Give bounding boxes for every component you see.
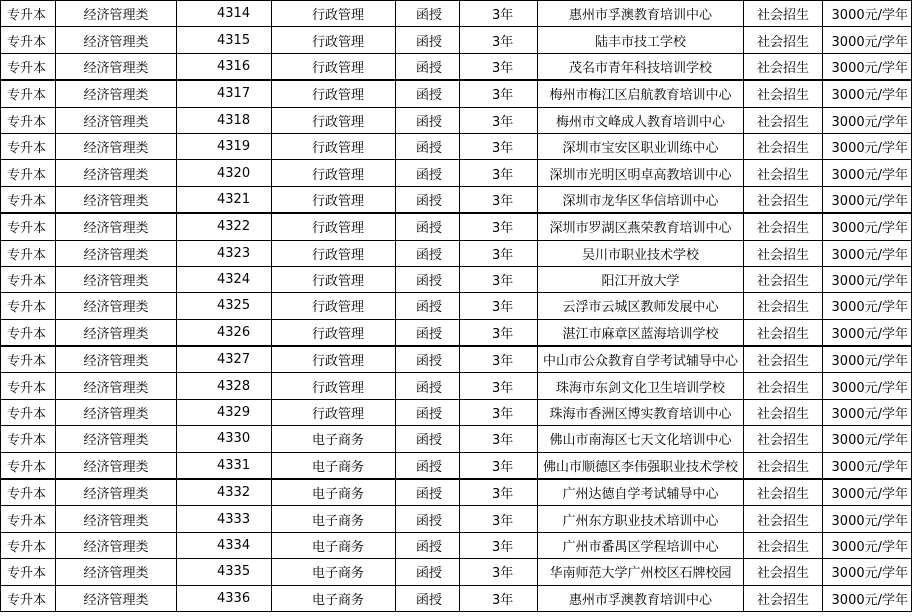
cell-category: 经济管理类 — [56, 426, 177, 452]
cell-major: 电子商务 — [272, 532, 396, 558]
cell-major: 行政管理 — [272, 319, 396, 346]
cell-level: 专升本 — [1, 559, 56, 585]
cell-level: 专升本 — [1, 80, 56, 107]
cell-major: 行政管理 — [272, 213, 396, 240]
cell-years: 3年 — [460, 1, 538, 27]
table-row — [1, 80, 912, 107]
cell-center: 吴川市职业技术学校 — [538, 240, 744, 266]
cell-center: 梅州市梅江区启航教育培训中心 — [538, 80, 744, 107]
cell-level: 专升本 — [1, 452, 56, 479]
table-row — [1, 240, 912, 266]
cell-years: 3年 — [460, 293, 538, 319]
cell-code: 4325 — [177, 293, 272, 319]
cell-level: 专升本 — [1, 160, 56, 186]
cell-years: 3年 — [460, 559, 538, 585]
cell-enrollment: 社会招生 — [744, 266, 823, 292]
cell-enrollment: 社会招生 — [744, 53, 823, 80]
cell-years: 3年 — [460, 532, 538, 558]
cell-mode: 函授 — [396, 80, 460, 107]
cell-code: 4334 — [177, 532, 272, 558]
cell-mode: 函授 — [396, 1, 460, 27]
cell-major: 行政管理 — [272, 373, 396, 399]
cell-mode: 函授 — [396, 479, 460, 506]
cell-category: 经济管理类 — [56, 346, 177, 373]
cell-code: 4316 — [177, 53, 272, 80]
table-row — [1, 585, 912, 611]
cell-level: 专升本 — [1, 319, 56, 346]
cell-enrollment: 社会招生 — [744, 399, 823, 425]
cell-enrollment: 社会招生 — [744, 240, 823, 266]
cell-enrollment: 社会招生 — [744, 107, 823, 133]
table-row — [1, 532, 912, 558]
cell-fee: 3000元/学年 — [823, 186, 912, 213]
cell-years: 3年 — [460, 479, 538, 506]
cell-code: 4320 — [177, 160, 272, 186]
cell-fee: 3000元/学年 — [823, 80, 912, 107]
cell-center: 华南师范大学广州校区石牌校园 — [538, 559, 744, 585]
cell-category: 经济管理类 — [56, 506, 177, 532]
cell-code: 4336 — [177, 585, 272, 611]
cell-code: 4321 — [177, 186, 272, 213]
cell-years: 3年 — [460, 186, 538, 213]
cell-major: 电子商务 — [272, 452, 396, 479]
cell-level: 专升本 — [1, 107, 56, 133]
cell-center: 阳江开放大学 — [538, 266, 744, 292]
cell-center: 陆丰市技工学校 — [538, 27, 744, 53]
cell-level: 专升本 — [1, 53, 56, 80]
cell-mode: 函授 — [396, 266, 460, 292]
cell-category: 经济管理类 — [56, 27, 177, 53]
cell-major: 行政管理 — [272, 53, 396, 80]
cell-mode: 函授 — [396, 559, 460, 585]
cell-code: 4329 — [177, 399, 272, 425]
cell-enrollment: 社会招生 — [744, 585, 823, 611]
cell-major: 电子商务 — [272, 585, 396, 611]
cell-mode: 函授 — [396, 186, 460, 213]
cell-major: 电子商务 — [272, 506, 396, 532]
cell-mode: 函授 — [396, 53, 460, 80]
cell-center: 广州市番禺区学程培训中心 — [538, 532, 744, 558]
cell-mode: 函授 — [396, 213, 460, 240]
cell-major: 行政管理 — [272, 80, 396, 107]
cell-code: 4327 — [177, 346, 272, 373]
cell-center: 深圳市宝安区职业训练中心 — [538, 133, 744, 159]
cell-center: 深圳市龙华区华信培训中心 — [538, 186, 744, 213]
cell-years: 3年 — [460, 53, 538, 80]
cell-fee: 3000元/学年 — [823, 213, 912, 240]
cell-major: 行政管理 — [272, 266, 396, 292]
cell-enrollment: 社会招生 — [744, 27, 823, 53]
cell-years: 3年 — [460, 346, 538, 373]
cell-code: 4333 — [177, 506, 272, 532]
cell-fee: 3000元/学年 — [823, 479, 912, 506]
cell-major: 行政管理 — [272, 346, 396, 373]
table-row — [1, 27, 912, 53]
cell-years: 3年 — [460, 107, 538, 133]
cell-center: 佛山市顺德区李伟强职业技术学校 — [538, 452, 744, 479]
cell-major: 行政管理 — [272, 27, 396, 53]
cell-level: 专升本 — [1, 479, 56, 506]
cell-enrollment: 社会招生 — [744, 1, 823, 27]
cell-fee: 3000元/学年 — [823, 399, 912, 425]
cell-code: 4315 — [177, 27, 272, 53]
cell-center: 中山市公众教育自学考试辅导中心 — [538, 346, 744, 373]
cell-level: 专升本 — [1, 186, 56, 213]
cell-major: 电子商务 — [272, 426, 396, 452]
cell-fee: 3000元/学年 — [823, 452, 912, 479]
cell-major: 行政管理 — [272, 293, 396, 319]
cell-category: 经济管理类 — [56, 160, 177, 186]
cell-code: 4314 — [177, 1, 272, 27]
cell-code: 4328 — [177, 373, 272, 399]
cell-fee: 3000元/学年 — [823, 240, 912, 266]
cell-major: 行政管理 — [272, 1, 396, 27]
cell-category: 经济管理类 — [56, 293, 177, 319]
cell-enrollment: 社会招生 — [744, 532, 823, 558]
cell-fee: 3000元/学年 — [823, 266, 912, 292]
table-row — [1, 479, 912, 506]
cell-center: 广州达德自学考试辅导中心 — [538, 479, 744, 506]
cell-mode: 函授 — [396, 293, 460, 319]
cell-enrollment: 社会招生 — [744, 559, 823, 585]
cell-mode: 函授 — [396, 532, 460, 558]
cell-fee: 3000元/学年 — [823, 319, 912, 346]
cell-category: 经济管理类 — [56, 107, 177, 133]
cell-center: 深圳市光明区明卓高教培训中心 — [538, 160, 744, 186]
cell-category: 经济管理类 — [56, 240, 177, 266]
cell-mode: 函授 — [396, 160, 460, 186]
cell-enrollment: 社会招生 — [744, 346, 823, 373]
cell-years: 3年 — [460, 506, 538, 532]
cell-years: 3年 — [460, 426, 538, 452]
cell-fee: 3000元/学年 — [823, 426, 912, 452]
cell-code: 4330 — [177, 426, 272, 452]
table-row — [1, 373, 912, 399]
cell-mode: 函授 — [396, 452, 460, 479]
cell-major: 行政管理 — [272, 160, 396, 186]
table-row — [1, 266, 912, 292]
cell-enrollment: 社会招生 — [744, 160, 823, 186]
cell-years: 3年 — [460, 373, 538, 399]
cell-mode: 函授 — [396, 27, 460, 53]
cell-fee: 3000元/学年 — [823, 559, 912, 585]
cell-major: 电子商务 — [272, 559, 396, 585]
cell-level: 专升本 — [1, 585, 56, 611]
cell-years: 3年 — [460, 240, 538, 266]
cell-major: 电子商务 — [272, 479, 396, 506]
cell-major: 行政管理 — [272, 107, 396, 133]
cell-level: 专升本 — [1, 506, 56, 532]
table-row — [1, 133, 912, 159]
cell-level: 专升本 — [1, 373, 56, 399]
table-row — [1, 293, 912, 319]
table-row — [1, 186, 912, 213]
cell-years: 3年 — [460, 266, 538, 292]
cell-mode: 函授 — [396, 426, 460, 452]
cell-years: 3年 — [460, 213, 538, 240]
cell-category: 经济管理类 — [56, 319, 177, 346]
table-body — [1, 1, 912, 612]
cell-center: 湛江市麻章区蓝海培训学校 — [538, 319, 744, 346]
cell-category: 经济管理类 — [56, 1, 177, 27]
cell-level: 专升本 — [1, 399, 56, 425]
cell-mode: 函授 — [396, 373, 460, 399]
cell-enrollment: 社会招生 — [744, 133, 823, 159]
cell-enrollment: 社会招生 — [744, 80, 823, 107]
cell-center: 云浮市云城区教师发展中心 — [538, 293, 744, 319]
table-row — [1, 1, 912, 27]
cell-mode: 函授 — [396, 346, 460, 373]
table-row — [1, 107, 912, 133]
cell-fee: 3000元/学年 — [823, 346, 912, 373]
cell-years: 3年 — [460, 399, 538, 425]
cell-fee: 3000元/学年 — [823, 27, 912, 53]
cell-enrollment: 社会招生 — [744, 506, 823, 532]
cell-fee: 3000元/学年 — [823, 107, 912, 133]
cell-level: 专升本 — [1, 240, 56, 266]
cell-category: 经济管理类 — [56, 452, 177, 479]
cell-fee: 3000元/学年 — [823, 506, 912, 532]
cell-major: 行政管理 — [272, 186, 396, 213]
cell-code: 4324 — [177, 266, 272, 292]
cell-years: 3年 — [460, 27, 538, 53]
cell-level: 专升本 — [1, 133, 56, 159]
table-row — [1, 426, 912, 452]
cell-enrollment: 社会招生 — [744, 213, 823, 240]
cell-center: 惠州市孚澳教育培训中心 — [538, 1, 744, 27]
cell-years: 3年 — [460, 160, 538, 186]
cell-fee: 3000元/学年 — [823, 160, 912, 186]
cell-category: 经济管理类 — [56, 399, 177, 425]
cell-category: 经济管理类 — [56, 373, 177, 399]
cell-level: 专升本 — [1, 532, 56, 558]
cell-major: 行政管理 — [272, 133, 396, 159]
cell-level: 专升本 — [1, 426, 56, 452]
cell-category: 经济管理类 — [56, 266, 177, 292]
cell-fee: 3000元/学年 — [823, 293, 912, 319]
cell-mode: 函授 — [396, 240, 460, 266]
cell-center: 深圳市罗湖区燕荣教育培训中心 — [538, 213, 744, 240]
cell-center: 惠州市孚澳教育培训中心 — [538, 585, 744, 611]
cell-years: 3年 — [460, 80, 538, 107]
cell-code: 4335 — [177, 559, 272, 585]
cell-years: 3年 — [460, 133, 538, 159]
cell-fee: 3000元/学年 — [823, 532, 912, 558]
cell-level: 专升本 — [1, 293, 56, 319]
cell-major: 行政管理 — [272, 240, 396, 266]
cell-level: 专升本 — [1, 27, 56, 53]
cell-years: 3年 — [460, 319, 538, 346]
cell-enrollment: 社会招生 — [744, 452, 823, 479]
cell-enrollment: 社会招生 — [744, 426, 823, 452]
cell-years: 3年 — [460, 585, 538, 611]
cell-enrollment: 社会招生 — [744, 479, 823, 506]
cell-fee: 3000元/学年 — [823, 133, 912, 159]
cell-category: 经济管理类 — [56, 479, 177, 506]
cell-code: 4317 — [177, 80, 272, 107]
cell-fee: 3000元/学年 — [823, 53, 912, 80]
table-row — [1, 452, 912, 479]
table-row — [1, 160, 912, 186]
cell-code: 4331 — [177, 452, 272, 479]
cell-center: 茂名市青年科技培训学校 — [538, 53, 744, 80]
cell-fee: 3000元/学年 — [823, 373, 912, 399]
cell-category: 经济管理类 — [56, 186, 177, 213]
cell-code: 4326 — [177, 319, 272, 346]
cell-fee: 3000元/学年 — [823, 1, 912, 27]
cell-category: 经济管理类 — [56, 53, 177, 80]
cell-category: 经济管理类 — [56, 532, 177, 558]
table-row — [1, 506, 912, 532]
cell-mode: 函授 — [396, 107, 460, 133]
cell-center: 广州东方职业技术培训中心 — [538, 506, 744, 532]
cell-code: 4318 — [177, 107, 272, 133]
cell-enrollment: 社会招生 — [744, 293, 823, 319]
cell-major: 行政管理 — [272, 399, 396, 425]
table-row — [1, 346, 912, 373]
cell-mode: 函授 — [396, 399, 460, 425]
cell-fee: 3000元/学年 — [823, 585, 912, 611]
cell-center: 梅州市文峰成人教育培训中心 — [538, 107, 744, 133]
cell-category: 经济管理类 — [56, 585, 177, 611]
table-row — [1, 53, 912, 80]
cell-mode: 函授 — [396, 585, 460, 611]
cell-category: 经济管理类 — [56, 133, 177, 159]
cell-code: 4322 — [177, 213, 272, 240]
cell-code: 4323 — [177, 240, 272, 266]
cell-years: 3年 — [460, 452, 538, 479]
table-row — [1, 559, 912, 585]
table-row — [1, 399, 912, 425]
cell-center: 珠海市香洲区博实教育培训中心 — [538, 399, 744, 425]
cell-mode: 函授 — [396, 319, 460, 346]
cell-code: 4319 — [177, 133, 272, 159]
table-row — [1, 213, 912, 240]
cell-enrollment: 社会招生 — [744, 186, 823, 213]
cell-center: 佛山市南海区七天文化培训中心 — [538, 426, 744, 452]
cell-level: 专升本 — [1, 213, 56, 240]
cell-level: 专升本 — [1, 1, 56, 27]
cell-category: 经济管理类 — [56, 213, 177, 240]
cell-center: 珠海市东剑文化卫生培训学校 — [538, 373, 744, 399]
cell-enrollment: 社会招生 — [744, 373, 823, 399]
cell-mode: 函授 — [396, 506, 460, 532]
cell-mode: 函授 — [396, 133, 460, 159]
cell-level: 专升本 — [1, 346, 56, 373]
cell-enrollment: 社会招生 — [744, 319, 823, 346]
cell-code: 4332 — [177, 479, 272, 506]
cell-category: 经济管理类 — [56, 559, 177, 585]
cell-level: 专升本 — [1, 266, 56, 292]
cell-category: 经济管理类 — [56, 80, 177, 107]
table-row — [1, 319, 912, 346]
